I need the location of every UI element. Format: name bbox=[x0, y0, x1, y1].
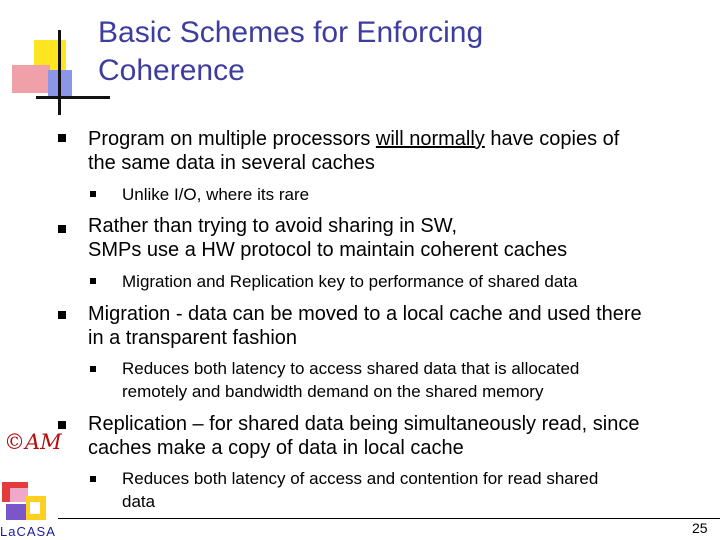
bullet-2-text bbox=[88, 214, 698, 262]
bullet-1-marker bbox=[58, 134, 66, 142]
bullet-4-text bbox=[88, 412, 698, 460]
bullet-4-line-2: caches make a copy of data in local cache bbox=[88, 437, 464, 459]
sub-bullet-2-text: Migration and Replication key to performance of shared data bbox=[122, 272, 578, 291]
title-line-2: Coherence bbox=[98, 54, 245, 87]
sub-bullet-4-marker bbox=[90, 476, 96, 482]
title-decoration bbox=[0, 0, 110, 115]
bullet-1-post: have copies of bbox=[484, 128, 620, 150]
bullet-1-underlined: will normally bbox=[375, 128, 485, 150]
lacasa-logo-icon bbox=[2, 482, 48, 522]
logo-white-center bbox=[30, 502, 40, 514]
bullet-2-marker bbox=[58, 225, 66, 233]
bullet-1-line-1 bbox=[88, 127, 698, 151]
sub-bullet-1-marker bbox=[90, 191, 96, 197]
footer-rule bbox=[58, 518, 720, 519]
bullet-1-line-2: the same data in several caches bbox=[88, 152, 375, 174]
sub-bullet-3-text bbox=[122, 357, 702, 403]
bullet-2-line-2: SMPs use a HW protocol to maintain coherent caches bbox=[88, 239, 568, 261]
sub-bullet-2-marker bbox=[90, 278, 96, 284]
vertical-line bbox=[58, 30, 61, 115]
bullet-1-text bbox=[88, 127, 698, 175]
bullet-1-pre: Program on multiple processors bbox=[88, 128, 376, 150]
am-logo-text: ©AM bbox=[4, 430, 62, 454]
page-number: 25 bbox=[692, 520, 708, 536]
lab-name: LaCASA bbox=[0, 524, 56, 539]
horizontal-line bbox=[36, 96, 110, 99]
sub-bullet-4-text bbox=[122, 467, 702, 513]
sub-bullet-3-line-2: remotely and bandwidth demand on the shared memory bbox=[122, 382, 544, 401]
bullet-3-line-2: in a transparent fashion bbox=[88, 327, 298, 349]
sub-bullet-4-line-2: data bbox=[122, 492, 156, 511]
bullet-3-text bbox=[88, 302, 698, 350]
sub-bullet-3-line-1: Reduces both latency to access shared data that is allocated bbox=[122, 359, 580, 378]
logo-blue-block bbox=[6, 504, 26, 520]
title-line-1: Basic Schemes for Enforcing bbox=[98, 16, 484, 49]
bullet-3-line-1: Migration - data can be moved to a local cache and used there bbox=[88, 303, 642, 325]
bullet-4-marker bbox=[58, 421, 66, 429]
bullet-3-marker bbox=[58, 311, 66, 319]
bullet-2-line-1: Rather than trying to avoid sharing in SW, bbox=[88, 215, 458, 237]
sub-bullet-3-marker bbox=[90, 366, 96, 372]
sub-bullet-4-line-1: Reduces both latency of access and contention for read shared bbox=[122, 469, 599, 488]
bullet-4-line-1: Replication – for shared data being simultaneously read, since bbox=[88, 413, 640, 435]
red-square bbox=[12, 65, 50, 93]
sub-bullet-1-text: Unlike I/O, where its rare bbox=[122, 185, 310, 204]
slide-title bbox=[98, 14, 658, 90]
